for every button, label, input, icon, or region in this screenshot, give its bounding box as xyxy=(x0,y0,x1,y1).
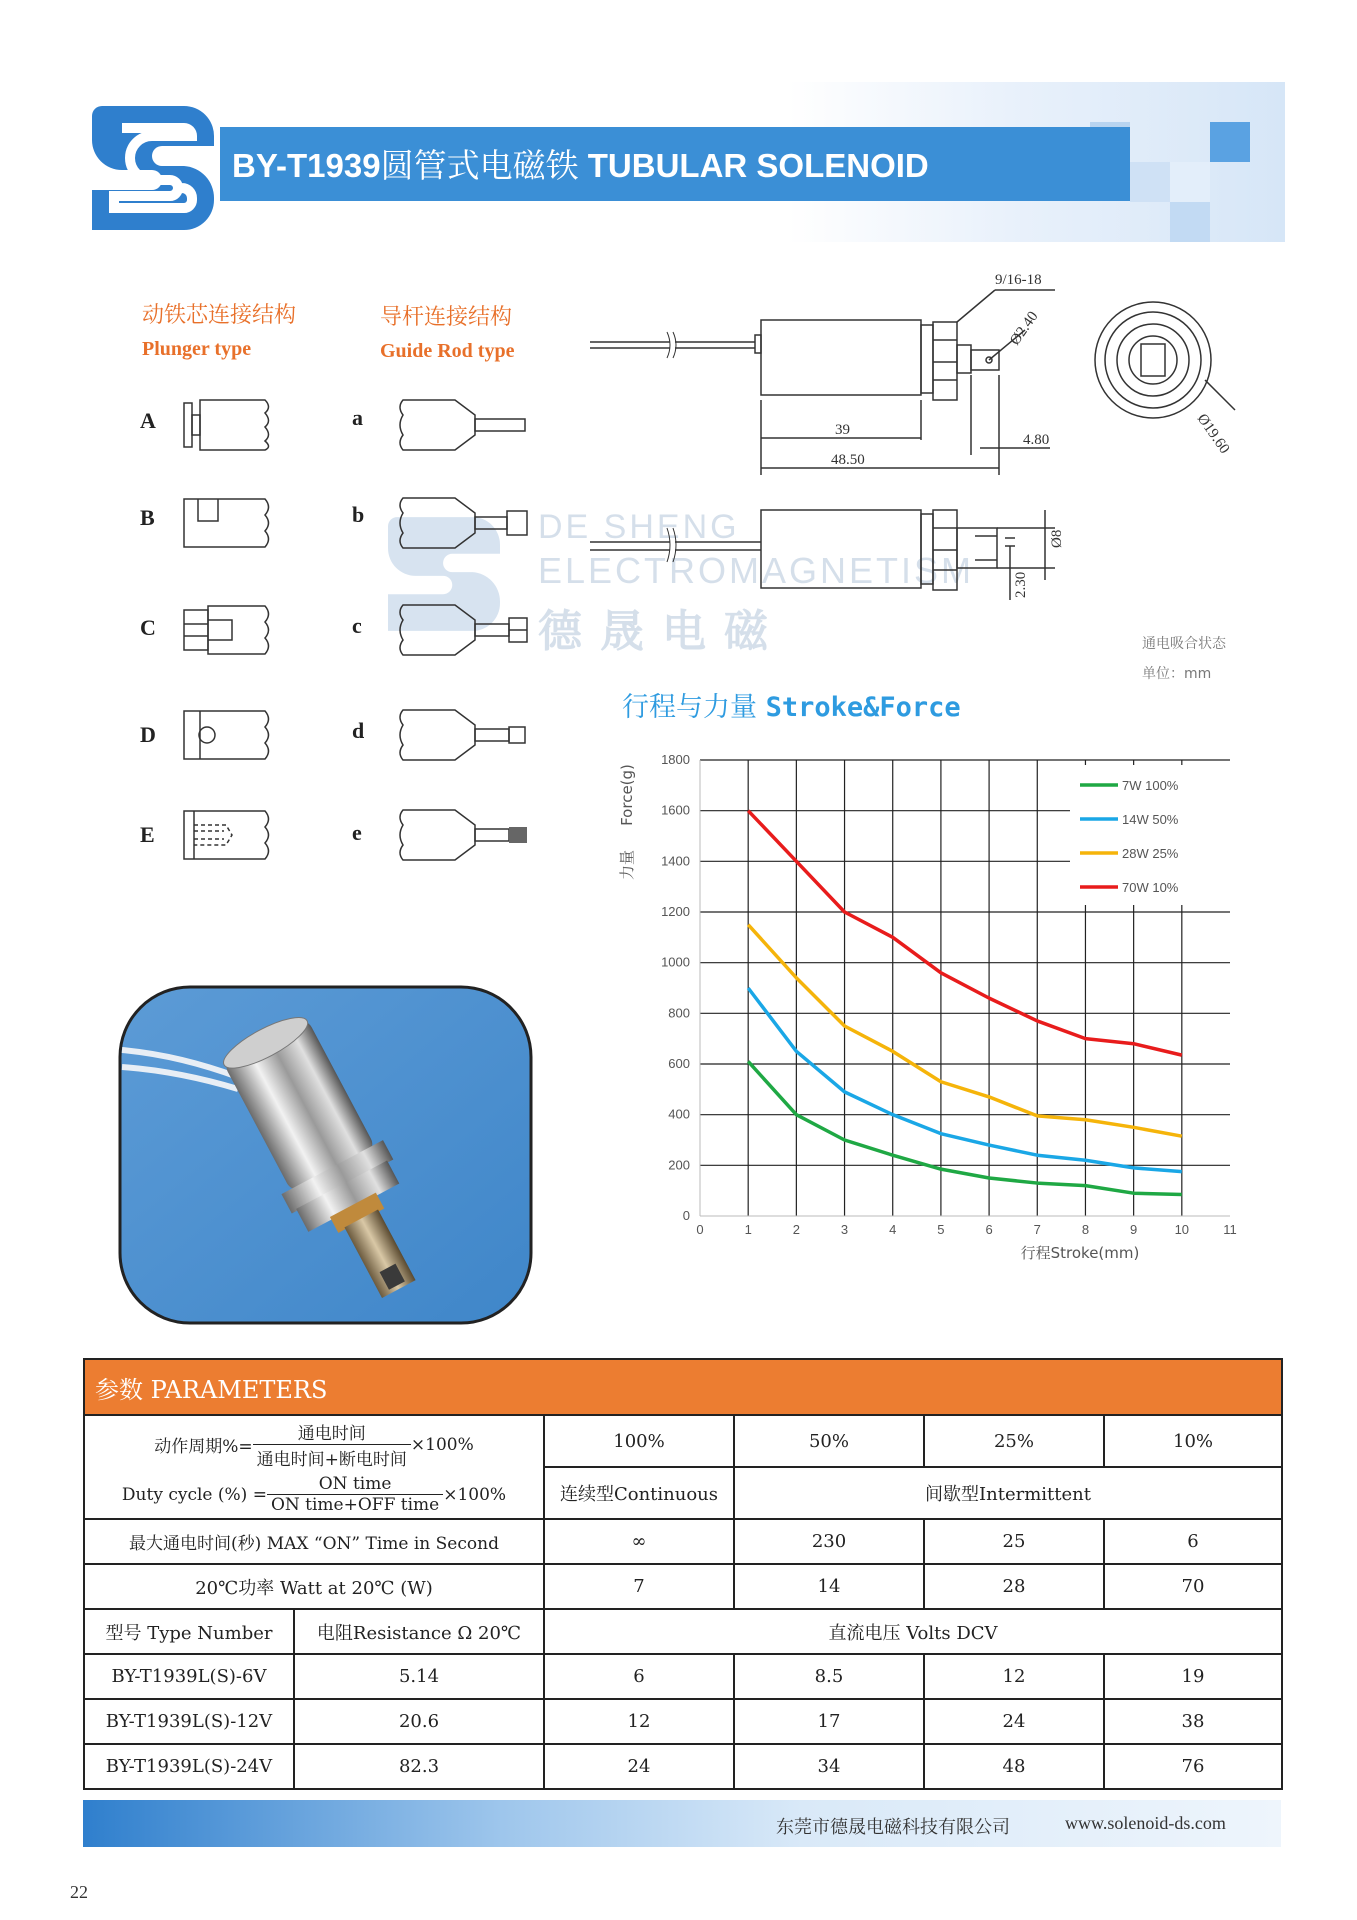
legend-label: 7W 100% xyxy=(1122,778,1179,793)
table-row xyxy=(84,1654,1282,1699)
volts-cell: 24 xyxy=(544,1744,734,1789)
volts-cell: 17 xyxy=(734,1699,924,1744)
y-tick-label: 400 xyxy=(668,1106,690,1122)
x-axis-title: 行程Stroke(mm) xyxy=(1020,1244,1140,1262)
legend-label: 14W 50% xyxy=(1122,812,1179,827)
duty-cycle-formula xyxy=(84,1415,544,1519)
y-tick-label: 0 xyxy=(682,1208,690,1223)
header-square xyxy=(1170,202,1210,242)
model-cell: BY-T1939L(S)-24V xyxy=(84,1744,294,1789)
svg-text:2.30: 2.30 xyxy=(1013,571,1029,598)
table-row xyxy=(84,1744,1282,1789)
drawing-state-note: 通电吸合状态 xyxy=(1142,636,1226,652)
plunger-a-drawing xyxy=(180,395,275,455)
max-on-value: 230 xyxy=(734,1519,924,1564)
x-tick-label: 1 xyxy=(744,1222,752,1237)
volts-cell: 38 xyxy=(1104,1699,1282,1744)
watt-value: 14 xyxy=(734,1564,924,1609)
guide-rod-e-drawing xyxy=(395,805,535,865)
x-tick-label: 4 xyxy=(889,1222,897,1237)
chart-title: 行程与力量 Stroke&Force xyxy=(622,692,961,723)
company-logo xyxy=(92,106,214,230)
volts-cell: 8.5 xyxy=(734,1654,924,1699)
series-line-3 xyxy=(748,925,1182,1137)
model-cell: BY-T1939L(S)-6V xyxy=(84,1654,294,1699)
parameters-table xyxy=(83,1358,1283,1790)
plunger-label-b: B xyxy=(140,505,155,530)
plunger-label-d: D xyxy=(140,722,156,747)
x-tick-label: 0 xyxy=(696,1222,704,1237)
table-row xyxy=(84,1415,1282,1467)
col-volts: 直流电压 Volts DCV xyxy=(544,1609,1282,1654)
parameters-title: 参数 PARAMETERS xyxy=(84,1359,1282,1415)
y-tick-label: 1400 xyxy=(661,853,690,869)
header-square xyxy=(1210,122,1250,162)
y-tick-label: 200 xyxy=(668,1157,690,1173)
x-tick-label: 7 xyxy=(1033,1222,1041,1237)
table-row xyxy=(84,1609,1282,1654)
guide-rod-label-a: a xyxy=(352,405,363,430)
plunger-heading-cn: 动铁芯连接结构 xyxy=(142,303,297,328)
x-tick-label: 8 xyxy=(1081,1222,1090,1237)
plunger-d-drawing xyxy=(180,705,275,765)
guide-rod-c-drawing xyxy=(395,600,535,660)
plunger-e-drawing xyxy=(180,805,275,865)
y-axis-title-en: Force(g) xyxy=(618,764,636,826)
volts-cell: 48 xyxy=(924,1744,1104,1789)
guide-rod-label-b: b xyxy=(352,502,365,527)
y-tick-label: 1600 xyxy=(661,802,690,818)
type-intermittent: 间歇型Intermittent xyxy=(734,1467,1282,1519)
volts-cell: 6 xyxy=(544,1654,734,1699)
volts-cell: 12 xyxy=(924,1654,1104,1699)
product-photo xyxy=(118,985,533,1325)
col-resistance: 电阻Resistance Ω 20℃ xyxy=(294,1609,544,1654)
resistance-cell: 20.6 xyxy=(294,1699,544,1744)
watermark-text: ELECTROMAGNETISM xyxy=(538,550,975,591)
y-tick-label: 1000 xyxy=(661,954,690,970)
col-type-number: 型号 Type Number xyxy=(84,1609,294,1654)
plunger-label-a: A xyxy=(140,408,156,433)
drawing-unit-note: 单位：mm xyxy=(1142,666,1212,682)
watermark-text: 德晟电磁 xyxy=(538,606,786,657)
table-row xyxy=(84,1564,1282,1609)
header-square xyxy=(1130,162,1170,202)
svg-text:Ø8: Ø8 xyxy=(1049,529,1065,548)
svg-text:9/16-18: 9/16-18 xyxy=(995,272,1042,288)
volts-cell: 24 xyxy=(924,1699,1104,1744)
resistance-cell: 5.14 xyxy=(294,1654,544,1699)
watt-label: 20℃功率 Watt at 20℃ (W) xyxy=(84,1564,544,1609)
stroke-force-chart xyxy=(600,740,1250,1270)
x-tick-label: 6 xyxy=(985,1222,993,1237)
guide-rod-label-d: d xyxy=(352,718,365,743)
page-number: 22 xyxy=(70,1882,88,1902)
type-continuous: 连续型Continuous xyxy=(544,1467,734,1519)
guide-rod-d-drawing xyxy=(395,705,535,765)
svg-text:39: 39 xyxy=(835,422,850,438)
plunger-c-drawing xyxy=(180,600,275,660)
footer-company: 东莞市德晟电磁科技有限公司 xyxy=(776,1817,1010,1838)
guide-rod-b-drawing xyxy=(395,493,535,553)
svg-text:4.80: 4.80 xyxy=(1023,432,1050,448)
svg-text:Ø2.40: Ø2.40 xyxy=(1007,308,1042,349)
x-tick-label: 9 xyxy=(1130,1222,1138,1237)
table-row xyxy=(84,1519,1282,1564)
guide-rod-heading-cn: 导杆连接结构 xyxy=(380,305,513,330)
y-axis-title-cn: 力量 xyxy=(618,849,636,881)
model-cell: BY-T1939L(S)-12V xyxy=(84,1699,294,1744)
table-row xyxy=(84,1699,1282,1744)
guide-rod-label-e: e xyxy=(352,820,362,845)
duty-value: 100% xyxy=(544,1415,734,1467)
x-tick-label: 3 xyxy=(840,1222,849,1237)
volts-cell: 19 xyxy=(1104,1654,1282,1699)
plunger-heading-en: Plunger type xyxy=(142,338,252,360)
y-tick-label: 1800 xyxy=(661,752,690,767)
guide-rod-a-drawing xyxy=(395,395,535,455)
x-tick-label: 5 xyxy=(937,1222,945,1237)
volts-cell: 34 xyxy=(734,1744,924,1789)
series-line-2 xyxy=(748,988,1182,1172)
series-line-1 xyxy=(748,1061,1182,1194)
watt-value: 7 xyxy=(544,1564,734,1609)
duty-cn: 动作周期%= $\frac{\text{通电时间}}{\text{通电时间+断电时间}}$ ×100% xyxy=(89,1419,539,1470)
duty-value: 10% xyxy=(1104,1415,1282,1467)
plunger-label-e: E xyxy=(140,822,155,847)
duty-value: 25% xyxy=(924,1415,1104,1467)
resistance-cell: 82.3 xyxy=(294,1744,544,1789)
watt-value: 70 xyxy=(1104,1564,1282,1609)
guide-rod-heading-en: Guide Rod type xyxy=(380,340,515,362)
max-on-value: 25 xyxy=(924,1519,1104,1564)
y-tick-label: 1200 xyxy=(661,904,690,919)
header-square xyxy=(1170,162,1210,202)
svg-text:48.50: 48.50 xyxy=(831,452,865,468)
plunger-label-c: C xyxy=(140,615,156,640)
duty-en: Duty cycle (%) = $\frac{\text{ON time}}{\text{ON time+OFF time}}$ ×100% xyxy=(121,1474,507,1515)
x-tick-label: 10 xyxy=(1174,1222,1190,1237)
legend-label: 28W 25% xyxy=(1122,846,1179,861)
plunger-b-drawing xyxy=(180,493,275,553)
max-on-value: 6 xyxy=(1104,1519,1282,1564)
guide-rod-label-c: c xyxy=(352,613,362,638)
x-tick-label: 11 xyxy=(1223,1222,1237,1237)
svg-text:Ø19.60: Ø19.60 xyxy=(1193,411,1233,457)
legend-label: 70W 10% xyxy=(1122,880,1179,895)
max-on-value: ∞ xyxy=(544,1519,734,1564)
volts-cell: 12 xyxy=(544,1699,734,1744)
watt-value: 28 xyxy=(924,1564,1104,1609)
footer-url[interactable]: www.solenoid-ds.com xyxy=(1065,1813,1226,1833)
max-on-label: 最大通电时间(秒) MAX “ON” Time in Second xyxy=(84,1519,544,1564)
y-tick-label: 800 xyxy=(668,1005,690,1021)
volts-cell: 76 xyxy=(1104,1744,1282,1789)
y-tick-label: 600 xyxy=(668,1056,690,1071)
table-header-row xyxy=(84,1359,1282,1415)
page-title: BY-T1939圆管式电磁铁 TUBULAR SOLENOID xyxy=(232,146,929,185)
duty-value: 50% xyxy=(734,1415,924,1467)
dimension-drawing xyxy=(585,270,1305,630)
x-tick-label: 2 xyxy=(792,1222,800,1237)
watermark-text: DE SHENG xyxy=(538,508,740,546)
